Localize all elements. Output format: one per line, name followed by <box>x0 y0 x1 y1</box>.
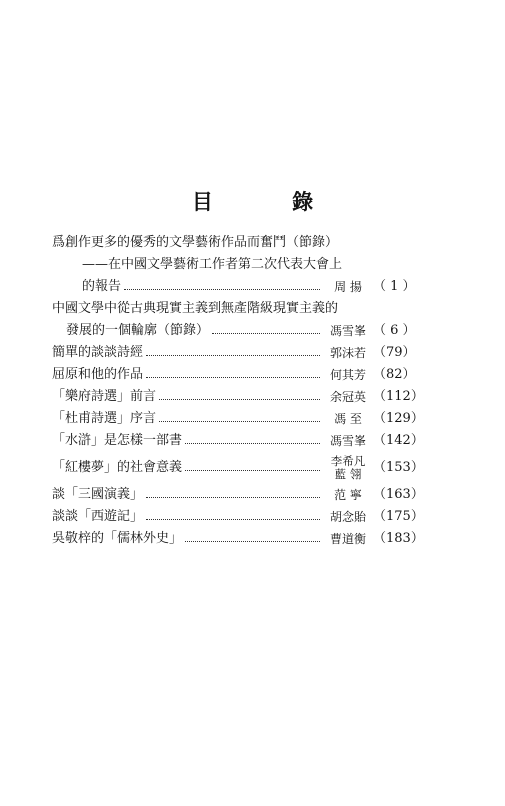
toc-entry-11[interactable] <box>52 528 424 550</box>
entry-author: 郭沫若 <box>329 346 366 360</box>
entry-title: 「紅樓夢」的社會意義 <box>52 460 183 475</box>
entry-author: 周 揚 <box>334 280 362 294</box>
table-of-contents <box>52 232 424 550</box>
entry-title: 「樂府詩選」前言 <box>52 389 157 404</box>
dot-leader <box>146 377 320 378</box>
dot-leader <box>185 470 320 471</box>
entry-title: 簡單的談談詩經 <box>52 345 144 360</box>
toc-entry-9[interactable] <box>52 484 424 506</box>
entry-authors <box>323 455 373 481</box>
toc-entry-1-line-2 <box>52 254 417 276</box>
entry-title: 中國文學中從古典現實主義到無產階級現實主義的 <box>52 301 339 316</box>
dot-leader <box>146 497 320 498</box>
dot-leader <box>185 541 320 542</box>
dot-leader <box>124 289 320 290</box>
dot-leader <box>159 421 320 422</box>
entry-author: 何其芳 <box>329 368 366 382</box>
page-title: 目 錄 <box>191 190 350 214</box>
entry-page-number: （ 6 ） <box>373 323 416 338</box>
dot-leader <box>146 355 320 356</box>
entry-page-number: （ 1 ） <box>373 279 416 294</box>
entry-subtitle: ——在中國文學藝術工作者第二次代表大會上 <box>82 257 343 272</box>
entry-author: 曹道衡 <box>329 532 366 546</box>
entry-author: 馮雪峯 <box>329 434 366 448</box>
entry-author: 范 寧 <box>334 488 362 502</box>
toc-entry-3[interactable] <box>52 342 417 364</box>
entry-title: 談談「西遊記」 <box>52 509 144 524</box>
entry-page-number: （175） <box>373 509 424 524</box>
toc-entry-4[interactable] <box>52 364 417 386</box>
entry-title: 爲創作更多的優秀的文學藝術作品而奮鬥（節錄） <box>52 235 339 250</box>
dot-leader <box>212 333 320 334</box>
entry-page-number: （183） <box>373 531 424 546</box>
toc-entry-2-line-2[interactable] <box>52 320 417 342</box>
entry-page-number: （82） <box>373 367 416 382</box>
entry-page-number: （112） <box>373 389 424 404</box>
entry-title-end: 發展的一個輪廓（節錄） <box>66 323 210 338</box>
entry-page-number: （79） <box>373 345 416 360</box>
entry-title: 「水滸」是怎樣一部書 <box>52 433 183 448</box>
entry-page-number: （129） <box>373 411 424 426</box>
entry-author: 馮 至 <box>334 412 362 426</box>
entry-page-number: （163） <box>373 487 424 502</box>
toc-entry-8[interactable] <box>52 452 424 484</box>
entry-author: 余冠英 <box>329 390 366 404</box>
dot-leader <box>146 519 320 520</box>
entry-author-second: 藍 翎 <box>334 467 362 481</box>
entry-title: 屈原和他的作品 <box>52 367 144 382</box>
toc-entry-5[interactable] <box>52 386 424 408</box>
entry-author-first: 李希凡 <box>330 454 366 468</box>
entry-author: 胡念貽 <box>329 510 366 524</box>
entry-title: 吳敬梓的「儒林外史」 <box>52 531 183 546</box>
dot-leader <box>185 443 320 444</box>
entry-subtitle-end: 的報告 <box>82 279 122 294</box>
entry-page-number: （153） <box>373 460 424 475</box>
toc-entry-2-line-1 <box>52 298 417 320</box>
entry-title: 談「三國演義」 <box>52 487 144 502</box>
toc-entry-10[interactable] <box>52 506 424 528</box>
toc-entry-1-line-1 <box>52 232 417 254</box>
toc-entry-7[interactable] <box>52 430 424 452</box>
toc-entry-6[interactable] <box>52 408 424 430</box>
entry-title: 「杜甫詩選」序言 <box>52 411 157 426</box>
entry-author: 馮雪峯 <box>329 324 366 338</box>
dot-leader <box>159 399 320 400</box>
toc-entry-1-line-3[interactable] <box>52 276 417 298</box>
entry-page-number: （142） <box>373 433 424 448</box>
